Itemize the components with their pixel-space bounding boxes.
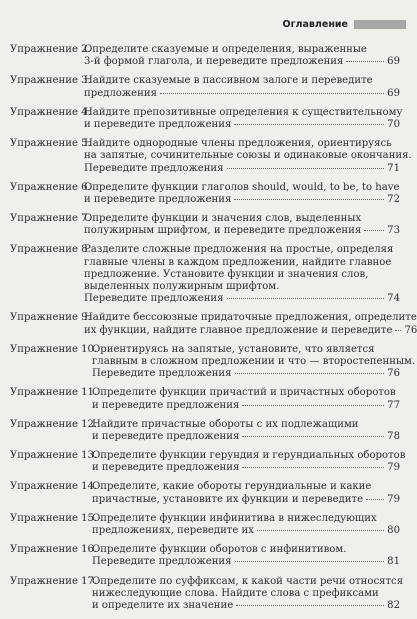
toc-entry-line: Определите по суффиксам, к какой части речи относятся — [92, 575, 404, 587]
table-of-contents — [0, 44, 417, 619]
toc-entry-page-number[interactable]: 79 — [387, 493, 400, 505]
toc-entry-label: Упражнение 17. — [10, 575, 98, 587]
toc-entry-line-text: их функции, найдите главное предложение и переведите — [84, 324, 393, 336]
toc-entry-line — [92, 556, 400, 568]
toc-entry-page-number[interactable]: 73 — [387, 225, 400, 237]
toc-entry-line — [84, 56, 400, 68]
toc-entry-line-text: и переведите предложения — [92, 462, 240, 474]
toc-entry-text — [92, 513, 400, 537]
toc-entry[interactable] — [0, 312, 417, 336]
toc-entry[interactable] — [0, 182, 410, 206]
toc-entry[interactable] — [0, 576, 410, 613]
toc-entry-label: Упражнение 11. — [10, 387, 98, 399]
toc-entry-line — [92, 525, 400, 537]
toc-entry-page-number[interactable]: 79 — [387, 462, 400, 474]
toc-entry[interactable] — [0, 450, 410, 474]
toc-entry-line — [92, 494, 400, 506]
toc-entry-page-number[interactable]: 69 — [387, 87, 400, 99]
toc-entry-line: Определите функции оборотов с инфинитивом. — [92, 544, 347, 556]
toc-entry[interactable] — [0, 513, 410, 537]
toc-entry-page-number[interactable]: 78 — [387, 430, 400, 442]
toc-entry-text — [84, 75, 400, 99]
toc-entry-label: Упражнение 8. — [10, 244, 91, 256]
toc-entry-line — [84, 88, 400, 100]
dot-leader — [346, 61, 384, 62]
toc-entry-line — [92, 368, 400, 380]
dot-leader — [227, 298, 385, 299]
toc-entry[interactable] — [0, 544, 410, 568]
toc-entry-label: Упражнение 15. — [10, 512, 98, 524]
toc-entry-line-text: предложения — [84, 87, 157, 99]
toc-entry-label: Упражнение 9. — [10, 312, 91, 324]
header-title: Оглавление — [282, 19, 348, 30]
toc-entry-line-text: Переведите предложения — [92, 368, 232, 380]
toc-entry-label: Упражнение 6. — [10, 181, 91, 193]
dot-leader — [364, 230, 384, 231]
toc-entry-line: Разделите сложные предложения на простые, определяя — [84, 244, 394, 256]
toc-entry-line: Определите сказуемые и определения, выраженные — [84, 44, 367, 55]
toc-entry-line: на запятые, сочинительные союзы и одинаковые окончания. — [84, 150, 412, 162]
toc-entry-label: Упражнение 10. — [10, 343, 98, 355]
dot-leader — [234, 124, 384, 125]
toc-entry-line-text: и переведите предложения — [92, 430, 240, 442]
toc-entry-line: Определите функции инфинитива в нижеследующих — [92, 512, 377, 524]
toc-entry-line-text: и переведите предложения — [84, 118, 232, 130]
toc-entry-text — [92, 343, 416, 381]
toc-entry-line: Найдите бессоюзные придаточные предложения, определите — [84, 312, 417, 324]
toc-entry-text — [92, 575, 404, 613]
toc-entry-line: Определите функции герундия и герундиальных оборотов — [92, 450, 406, 462]
toc-entry-label: Упражнение 5. — [10, 138, 91, 150]
toc-entry-label: Упражнение 2. — [10, 44, 91, 55]
toc-entry-line: Найдите однородные члены предложения, ориентируясь — [84, 138, 392, 150]
toc-entry-text — [84, 106, 403, 131]
toc-entry-line: предложение. Установите функции и значения слов, — [84, 268, 369, 280]
toc-entry-text — [84, 44, 400, 68]
toc-entry-line — [84, 225, 400, 237]
toc-entry-label: Упражнение 7. — [10, 213, 91, 225]
toc-entry[interactable] — [0, 419, 410, 443]
toc-entry[interactable] — [0, 481, 410, 505]
toc-entry-line: выделенных полужирным шрифтом. — [84, 281, 280, 292]
toc-entry-line: Ориентируясь на запятые, установите, что является — [92, 343, 375, 355]
toc-entry-line: главные члены в каждом предложении, найдите главное — [84, 256, 392, 268]
toc-entry-page-number[interactable]: 72 — [387, 193, 400, 205]
dot-leader — [236, 605, 384, 606]
dot-leader — [160, 93, 384, 94]
toc-entry-label: Упражнение 3. — [10, 75, 91, 87]
toc-entry-page-number[interactable]: 69 — [387, 56, 400, 68]
toc-entry-line: Найдите причастные обороты с их подлежащими — [92, 418, 359, 430]
toc-entry[interactable] — [0, 387, 410, 411]
dot-leader — [366, 499, 384, 500]
toc-entry-page-number[interactable]: 71 — [387, 162, 400, 174]
toc-entry-page-number[interactable]: 80 — [387, 525, 400, 536]
toc-entry-line — [92, 431, 400, 443]
dot-leader — [242, 467, 384, 468]
toc-entry-line — [92, 600, 400, 612]
toc-entry-page-number[interactable]: 77 — [387, 399, 400, 411]
toc-entry-line-text: Переведите предложения — [92, 556, 232, 568]
toc-entry-text — [92, 544, 400, 568]
toc-entry-page-number[interactable]: 76 — [387, 368, 400, 380]
toc-entry-line-text: полужирным шрифтом, и переведите предложения — [84, 225, 362, 237]
toc-entry-line: Найдите сказуемые в пассивном залоге и переведите — [84, 75, 373, 87]
toc-entry-text — [92, 419, 400, 443]
toc-entry-line — [84, 293, 400, 305]
toc-entry-line — [84, 163, 400, 175]
toc-entry-page-number[interactable]: 81 — [387, 556, 400, 568]
toc-entry-line-text: Переведите предложения — [84, 162, 224, 174]
header-decorative-bar — [354, 20, 406, 29]
dot-leader — [242, 405, 384, 406]
toc-entry-line — [84, 194, 400, 206]
toc-entry-line-text: 3-й формой глагола, и переведите предложения — [84, 56, 344, 68]
toc-entry[interactable] — [0, 244, 410, 305]
toc-entry-line: Найдите препозитивные определения к существительному — [84, 106, 403, 118]
toc-entry-page-number[interactable]: 70 — [387, 118, 400, 130]
toc-entry-text — [92, 387, 400, 411]
dot-leader — [227, 168, 385, 169]
dot-leader — [242, 436, 384, 437]
dot-leader — [234, 199, 384, 200]
toc-entry-text — [84, 182, 400, 206]
toc-entry[interactable] — [0, 138, 410, 175]
dot-leader — [235, 561, 385, 562]
toc-entry-line-text: предложениях, переведите их — [92, 525, 254, 536]
dot-leader — [257, 530, 384, 531]
toc-entry-text — [84, 244, 400, 305]
dot-leader — [395, 330, 401, 331]
toc-entry-page-number[interactable]: 74 — [387, 293, 400, 305]
toc-entry-line: Определите, какие обороты герундиальные и какие — [92, 481, 372, 493]
toc-entry-line — [92, 400, 400, 412]
toc-entry[interactable] — [0, 44, 410, 68]
toc-entry-label: Упражнение 14. — [10, 481, 98, 493]
toc-entry-line-text: и переведите предложения — [92, 399, 240, 411]
toc-entry-text — [84, 213, 400, 237]
toc-entry-text — [92, 481, 400, 505]
page-header — [0, 16, 410, 32]
toc-entry-line-text: причастные, установите их функции и переведите — [92, 493, 364, 505]
toc-entry-line — [92, 462, 400, 474]
toc-entry-line-text: и определите их значение — [92, 599, 234, 611]
toc-entry-line: Определите функции и значения слов, выделенных — [84, 213, 362, 225]
toc-entry-label: Упражнение 13. — [10, 450, 98, 462]
toc-entry-page-number[interactable]: 76 — [404, 324, 417, 336]
toc-entry-label: Упражнение 16. — [10, 544, 98, 556]
dot-leader — [235, 373, 385, 374]
toc-entry-page-number[interactable]: 82 — [387, 599, 400, 611]
toc-entry-line: Определите функции причастий и причастных оборотов — [92, 387, 396, 399]
toc-entry-line: главным в сложном предложении и что — второстепенным. — [92, 355, 416, 367]
toc-entry-text — [92, 450, 406, 474]
toc-entry[interactable] — [0, 107, 410, 131]
toc-entry[interactable] — [0, 213, 410, 237]
toc-entry-text — [84, 312, 417, 336]
toc-entry[interactable] — [0, 75, 410, 99]
toc-entry-line-text: Переведите предложения — [84, 293, 224, 305]
toc-entry-line — [84, 324, 417, 337]
toc-entry-line — [84, 119, 400, 131]
toc-entry-line-text: и переведите предложения — [84, 193, 232, 205]
toc-entry-label: Упражнение 12. — [10, 418, 98, 430]
toc-entry-text — [84, 138, 412, 175]
toc-entry-label: Упражнение 4. — [10, 106, 91, 118]
toc-entry-line: нижеследующие слова. Найдите слова с префиксами — [92, 587, 379, 599]
toc-entry[interactable] — [0, 343, 416, 381]
toc-entry-line: Определите функции глаголов should, would, to be, to have — [84, 181, 400, 193]
